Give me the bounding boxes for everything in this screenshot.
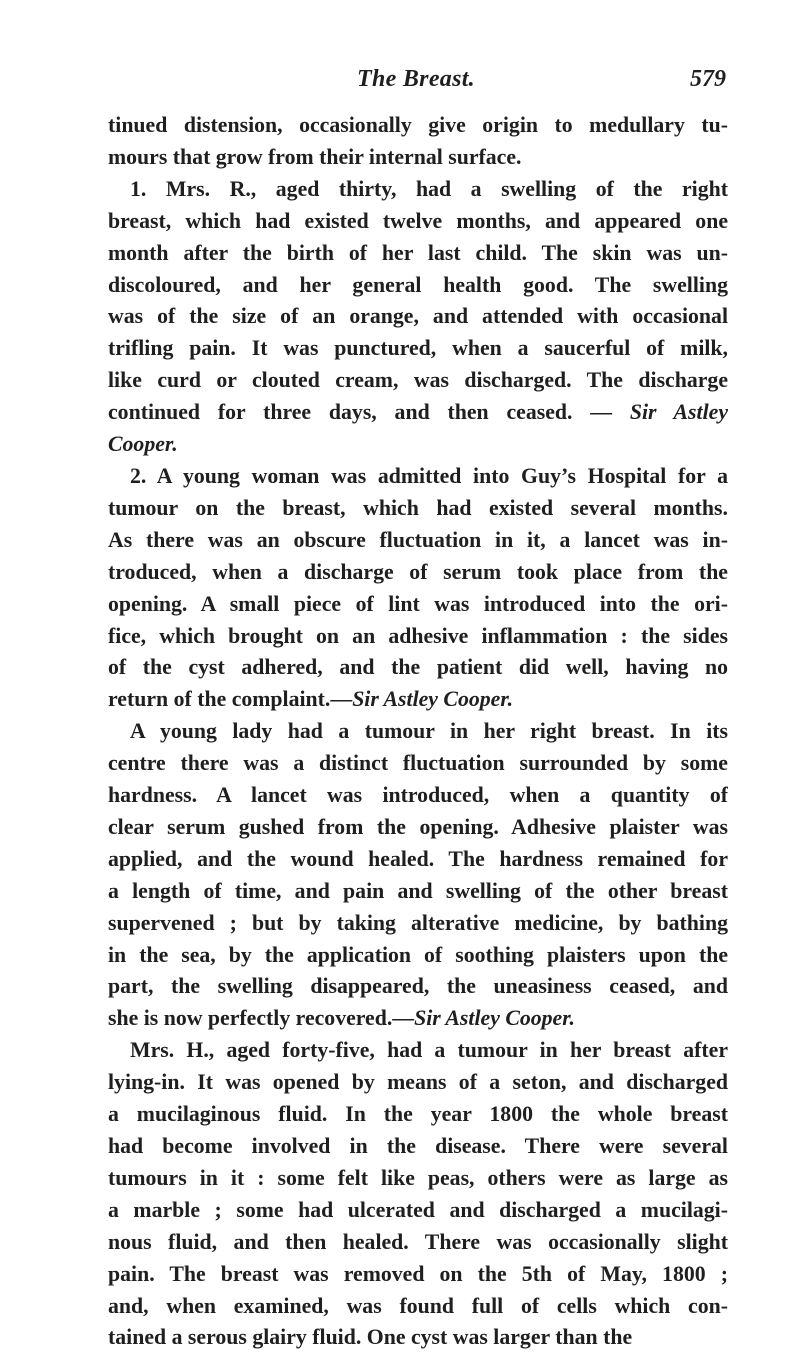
text-line (108, 844, 728, 876)
text-line (108, 971, 728, 1003)
line-text: mours that grow from their internal surface. (108, 144, 522, 169)
line-text: supervened ; but by taking alterative medicine, by bathing (108, 910, 728, 935)
text-line (108, 684, 728, 716)
line-text: fice, which brought on an adhesive inflammation : the sides (108, 623, 728, 648)
text-line (108, 557, 728, 589)
line-text: a mucilaginous fluid. In the year 1800 the whole breast (108, 1102, 728, 1127)
text-line (108, 1322, 728, 1354)
text-line (108, 748, 728, 780)
line-text: had become involved in the disease. There were several (108, 1134, 728, 1158)
line-text: tained a serous glairy fluid. One cyst was larger than the (108, 1325, 633, 1350)
text-line (108, 876, 728, 908)
line-text: a marble ; some had ulcerated and discharged a mucilagi- (108, 1197, 728, 1222)
text-line (108, 525, 728, 557)
text-line (108, 589, 728, 621)
text-line (108, 908, 728, 940)
line-text: like curd or clouted cream, was discharged. The discharge (108, 368, 728, 393)
line-text: pain. The breast was removed on the 5th of May, 1800 ; (108, 1261, 728, 1286)
line-text: tinued distension, occasionally give origin to medullary tu- (108, 113, 728, 137)
citation: Sir Astley Cooper. (352, 687, 514, 712)
text-line (108, 621, 728, 653)
body-text (108, 110, 728, 1354)
line-text: was of the size of an orange, and attended with occasional (108, 304, 728, 329)
running-head (106, 66, 726, 106)
line-text: month after the birth of her last child. The skin was un- (108, 240, 728, 265)
line-text: nous fluid, and then healed. There was occasionally slight (108, 1229, 728, 1254)
line-text: return of the complaint.— (108, 687, 353, 712)
text-line (108, 270, 728, 302)
text-line (108, 238, 728, 270)
citation: Cooper. (108, 432, 178, 457)
text-line (108, 812, 728, 844)
text-line (108, 1003, 728, 1035)
line-text: troduced, when a discharge of serum took place from the (108, 559, 728, 584)
line-text: continued for three days, and then ceased. — (108, 400, 630, 425)
text-line (108, 110, 728, 142)
line-text: Mrs. H., aged forty-five, had a tumour in her breast after (130, 1038, 728, 1063)
text-line (108, 716, 728, 748)
line-text: of the cyst adhered, and the patient did well, having no (108, 655, 728, 680)
line-text: discoloured, and her general health good. The swelling (108, 272, 728, 297)
citation: Sir Astley Cooper. (414, 1006, 575, 1031)
line-text: and, when examined, was found full of cells which con- (108, 1293, 728, 1318)
line-text: As there was an obscure fluctuation in it, a lancet was in- (108, 527, 728, 552)
running-title: The Breast. (357, 66, 475, 92)
line-text: part, the swelling disappeared, the uneasiness ceased, and (108, 974, 728, 999)
line-text: breast, which had existed twelve months, and appeared one (108, 208, 728, 233)
text-line (108, 365, 728, 397)
text-line (108, 1291, 728, 1323)
text-line (108, 301, 728, 333)
text-line (108, 1163, 728, 1195)
line-text: centre there was a distinct fluctuation surrounded by some (108, 751, 728, 776)
text-line (108, 142, 728, 174)
line-text: trifling pain. It was punctured, when a saucerful of milk, (108, 336, 728, 361)
text-line (108, 333, 728, 365)
line-text: a length of time, and pain and swelling of the other breast (108, 878, 728, 903)
text-line (108, 1067, 728, 1099)
line-text: she is now perfectly recovered.— (108, 1006, 415, 1031)
line-text: applied, and the wound healed. The hardness remained for (108, 846, 728, 871)
text-line (108, 397, 728, 429)
text-line (108, 1099, 728, 1131)
line-text: lying-in. It was opened by means of a seton, and discharged (108, 1070, 728, 1095)
line-text: A young lady had a tumour in her right breast. In its (130, 719, 728, 744)
line-text: 2. A young woman was admitted into Guy’s Hospital for a (130, 463, 728, 488)
line-text: clear serum gushed from the opening. Adhesive plaister was (108, 814, 728, 839)
text-line (108, 1131, 728, 1163)
line-text: opening. A small piece of lint was introduced into the ori- (108, 591, 728, 616)
citation: Sir Astley (629, 400, 728, 425)
text-line (108, 1195, 728, 1227)
text-line (108, 940, 728, 972)
text-line (108, 1035, 728, 1067)
text-line (108, 461, 728, 493)
text-line (108, 493, 728, 525)
text-line (108, 429, 728, 461)
text-line (108, 1259, 728, 1291)
line-text: hardness. A lancet was introduced, when a quantity of (108, 783, 728, 808)
text-line (108, 652, 728, 684)
text-line (108, 206, 728, 238)
line-text: 1. Mrs. R., aged thirty, had a swelling of the right (130, 176, 728, 201)
page-number: 579 (690, 66, 726, 92)
text-line (108, 780, 728, 812)
line-text: in the sea, by the application of soothing plaisters upon the (108, 942, 728, 967)
line-text: tumours in it : some felt like peas, others were as large as (108, 1165, 728, 1190)
text-line (108, 1227, 728, 1259)
text-line (108, 174, 728, 206)
line-text: tumour on the breast, which had existed several months. (108, 495, 728, 520)
